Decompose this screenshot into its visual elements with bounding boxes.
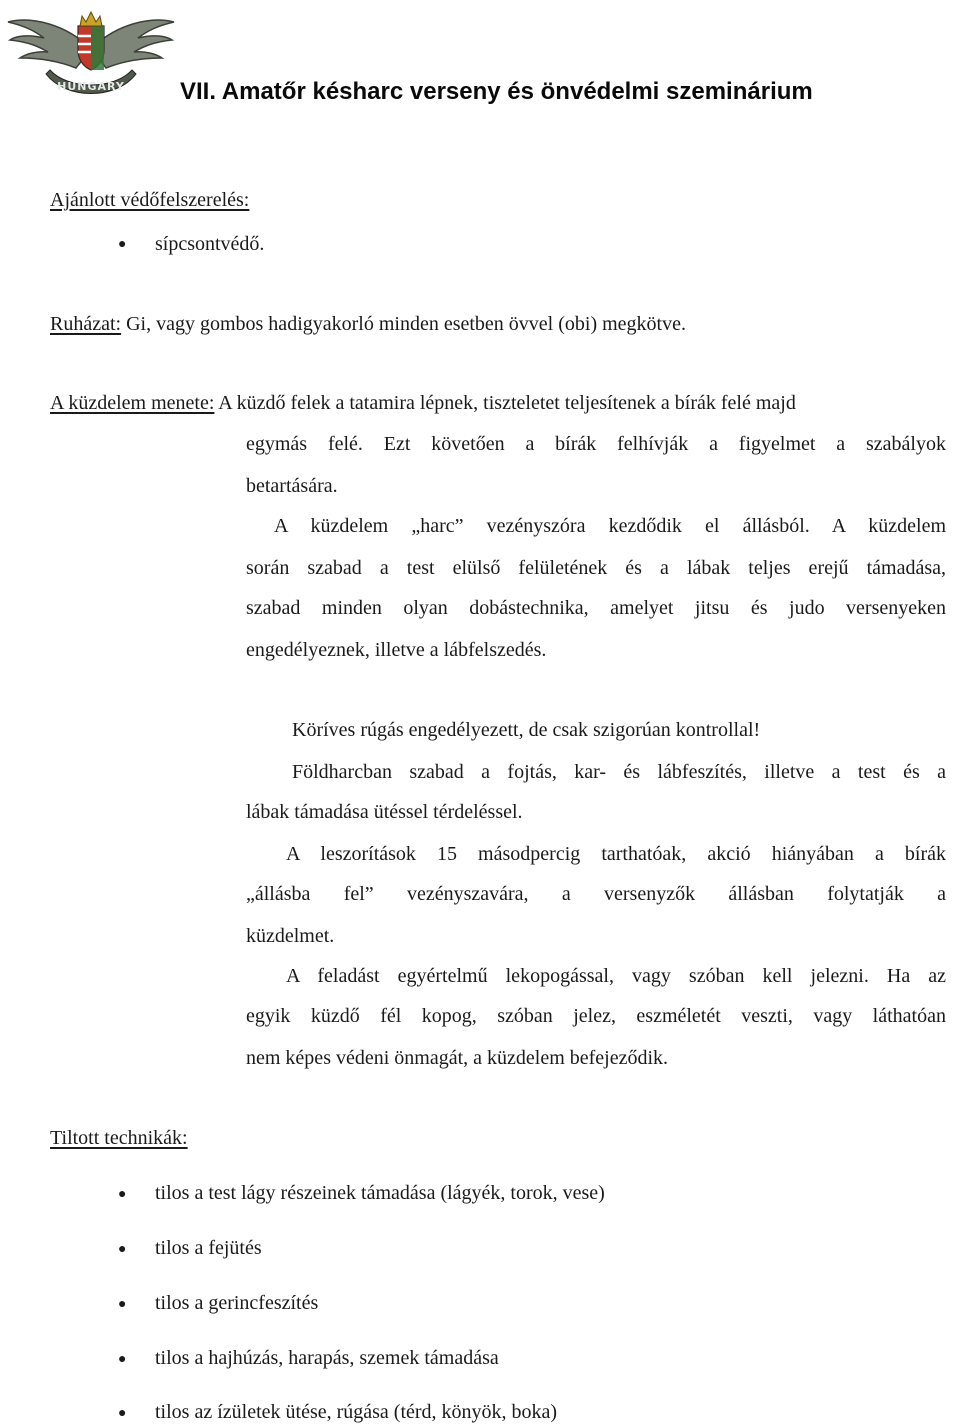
- fight-line: A feladást egyértelmű lekopogással, vagy szóban kell jelezni. Ha az: [286, 965, 946, 987]
- forbidden-label: Tiltott technikák:: [50, 1127, 188, 1149]
- equipment-label: Ajánlott védőfelszerelés:: [50, 189, 250, 211]
- forbidden-item: tilos a test lágy részeinek támadása (lágyék, torok, vese): [155, 1182, 605, 1204]
- fight-line: nem képes védeni önmagát, a küzdelem befejeződik.: [246, 1047, 669, 1069]
- bullet-icon: ●: [118, 237, 127, 252]
- fight-line: engedélyeznek, illetve a lábfelszedés.: [246, 639, 547, 661]
- clothing-paragraph: [50, 312, 686, 336]
- fight-line: A leszorítások 15 másodpercig tarthatóak, akció hiányában a bírák: [286, 843, 946, 865]
- fight-line: szabad minden olyan dobástechnika, amelyet jitsu és judo versenyeken: [246, 597, 946, 619]
- equipment-section-label: [50, 188, 249, 212]
- fight-line: „állásba fel” vezényszavára, a versenyzők állásban folytatják a: [246, 883, 946, 905]
- clothing-text: Gi, vagy gombos hadigyakorló minden esetben övvel (obi) megkötve.: [121, 313, 686, 335]
- fight-line: egyik küzdő fél kopog, szóban jelez, eszméletét veszti, vagy láthatóan: [246, 1005, 946, 1027]
- fight-line: lábak támadása ütéssel térdeléssel.: [246, 801, 523, 823]
- forbidden-item: tilos a hajhúzás, harapás, szemek támadása: [155, 1347, 499, 1369]
- fight-first-line: [50, 391, 796, 415]
- clothing-label: Ruházat:: [50, 313, 122, 335]
- fight-line: A küzdő felek a tatamira lépnek, tiszteletet teljesítenek a bírák felé majd: [214, 392, 796, 414]
- fight-line: Köríves rúgás engedélyezett, de csak szigorúan kontrollal!: [292, 719, 761, 741]
- hungary-wings-logo: [6, 4, 176, 104]
- svg-text:HUNGARY: HUNGARY: [57, 80, 125, 93]
- bullet-icon: ●: [118, 1352, 127, 1367]
- fight-line: A küzdelem „harc” vezényszóra kezdődik el állásból. A küzdelem: [274, 515, 946, 537]
- equipment-item: sípcsontvédő.: [155, 233, 265, 255]
- bullet-icon: ●: [118, 1242, 127, 1257]
- fight-line: betartására.: [246, 475, 338, 497]
- bullet-icon: ●: [118, 1187, 127, 1202]
- fight-line: egymás felé. Ezt követően a bírák felhívják a figyelmet a szabályok: [246, 433, 946, 455]
- fight-line: során szabad a test elülső felületének és a lábak teljes erejű támadása,: [246, 557, 946, 579]
- fight-line: Földharcban szabad a fojtás, kar- és lábfeszítés, illetve a test és a: [292, 761, 946, 783]
- forbidden-item: tilos a gerincfeszítés: [155, 1292, 319, 1314]
- bullet-icon: ●: [118, 1406, 127, 1421]
- bullet-icon: ●: [118, 1297, 127, 1312]
- fight-label: A küzdelem menete:: [50, 392, 215, 414]
- forbidden-item: tilos a fejütés: [155, 1237, 262, 1259]
- forbidden-item: tilos az ízületek ütése, rúgása (térd, könyök, boka): [155, 1401, 558, 1423]
- document-title: VII. Amatőr késharc verseny és önvédelmi szeminárium: [180, 78, 813, 105]
- fight-line: küzdelmet.: [246, 925, 335, 947]
- forbidden-section-label: [50, 1126, 188, 1150]
